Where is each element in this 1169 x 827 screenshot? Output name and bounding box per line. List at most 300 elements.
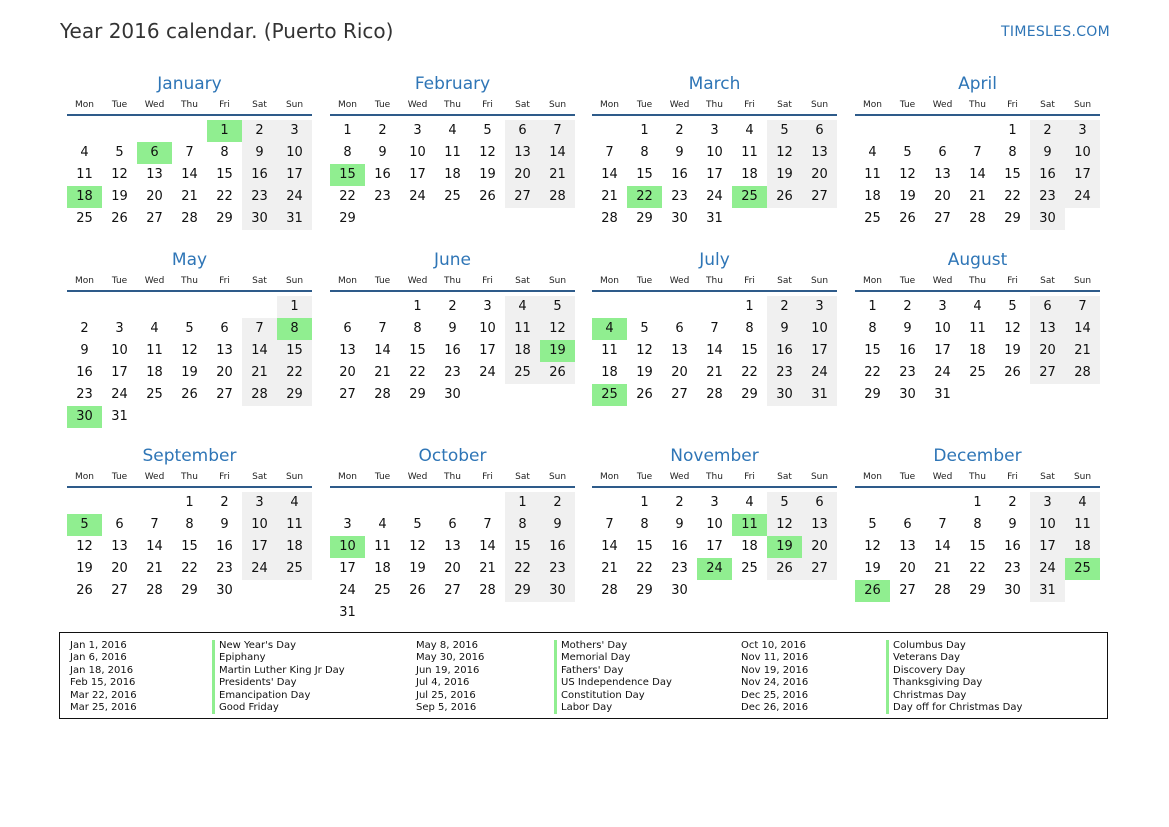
day-cell: 11 xyxy=(1065,514,1100,536)
day-cell: 9 xyxy=(378,145,387,160)
weekday-label: Fri xyxy=(482,100,493,110)
day-cell: 8 xyxy=(413,321,422,336)
weekday-label: Thu xyxy=(181,472,198,482)
day-cell: 26 xyxy=(76,583,93,598)
legend-holiday-name: New Year's Day xyxy=(212,640,345,652)
day-cell: 6 xyxy=(1030,296,1065,318)
weekday-label: Mon xyxy=(75,100,94,110)
weekday-label: Thu xyxy=(444,276,461,286)
day-cell: 1 xyxy=(640,123,649,138)
day-cell: 9 xyxy=(903,321,912,336)
weekday-header xyxy=(855,274,1100,292)
day-cell: 23 xyxy=(242,186,277,208)
legend-dates-col-3 xyxy=(741,640,808,714)
month-october xyxy=(330,444,575,622)
legend-holiday-name: Martin Luther King Jr Day xyxy=(212,665,345,677)
day-cell: 4 xyxy=(868,145,877,160)
day-cell: 5 xyxy=(640,321,649,336)
day-cell: 10 xyxy=(277,142,312,164)
day-cell: 27 xyxy=(802,186,837,208)
day-cell: 22 xyxy=(505,558,540,580)
day-cell: 26 xyxy=(479,189,496,204)
month-title: April xyxy=(958,74,997,94)
day-cell: 29 xyxy=(969,583,986,598)
day-cell: 23 xyxy=(76,387,93,402)
legend-date: Jan 18, 2016 xyxy=(70,664,134,676)
day-cell: 24 xyxy=(339,583,356,598)
day-cell: 31 xyxy=(1030,580,1065,602)
weekday-label: Tue xyxy=(636,100,653,110)
legend-date: Feb 15, 2016 xyxy=(70,677,136,689)
day-cell: 22 xyxy=(181,561,198,576)
weekday-label: Mon xyxy=(863,100,882,110)
brand-link[interactable]: TIMESLES.COM xyxy=(1001,24,1110,40)
day-cell: 5 xyxy=(115,145,124,160)
day-cell: 16 xyxy=(671,167,688,182)
day-cell: 9 xyxy=(1008,517,1017,532)
day-cell: 3 xyxy=(242,492,277,514)
weekday-label: Tue xyxy=(899,276,916,286)
weekday-label: Tue xyxy=(636,472,653,482)
day-grid xyxy=(855,292,1100,426)
day-cell: 30 xyxy=(540,580,575,602)
day-cell: 6 xyxy=(938,145,947,160)
day-cell: 28 xyxy=(601,211,618,226)
holiday-day-cell: 15 xyxy=(330,164,365,186)
day-cell: 4 xyxy=(973,299,982,314)
legend-date: May 8, 2016 xyxy=(416,640,479,651)
day-cell: 21 xyxy=(706,365,723,380)
day-cell: 28 xyxy=(706,387,723,402)
day-cell: 30 xyxy=(1004,583,1021,598)
day-cell: 12 xyxy=(111,167,128,182)
legend-date: May 30, 2016 xyxy=(416,652,485,664)
day-cell: 24 xyxy=(277,186,312,208)
day-cell: 26 xyxy=(767,186,802,208)
day-cell: 10 xyxy=(706,145,723,160)
weekday-label: Wed xyxy=(932,100,953,110)
holiday-day-cell: 25 xyxy=(732,186,767,208)
day-cell: 19 xyxy=(409,561,426,576)
day-cell: 27 xyxy=(505,186,540,208)
holiday-day-cell: 4 xyxy=(592,318,627,340)
day-cell: 28 xyxy=(479,583,496,598)
day-cell: 1 xyxy=(868,299,877,314)
weekday-label: Wed xyxy=(407,472,428,482)
day-cell: 12 xyxy=(767,514,802,536)
day-cell: 18 xyxy=(969,343,986,358)
day-cell: 10 xyxy=(934,321,951,336)
day-cell: 13 xyxy=(216,343,233,358)
weekday-label: Fri xyxy=(744,100,755,110)
month-title: March xyxy=(688,74,741,94)
day-cell: 16 xyxy=(444,343,461,358)
day-cell: 27 xyxy=(1030,362,1065,384)
day-cell: 2 xyxy=(903,299,912,314)
day-cell: 7 xyxy=(242,318,277,340)
day-cell: 7 xyxy=(1065,296,1100,318)
holiday-day-cell: 6 xyxy=(137,142,172,164)
weekday-label: Sun xyxy=(1073,472,1092,482)
month-title: June xyxy=(433,250,472,270)
day-cell: 25 xyxy=(505,362,540,384)
legend-date: Nov 11, 2016 xyxy=(741,652,809,664)
day-cell: 27 xyxy=(146,211,163,226)
day-cell: 4 xyxy=(448,123,457,138)
day-cell: 13 xyxy=(505,142,540,164)
day-cell: 21 xyxy=(146,561,163,576)
day-cell: 5 xyxy=(767,120,802,142)
weekday-label: Fri xyxy=(482,276,493,286)
legend-names-col-3 xyxy=(886,640,1022,714)
month-august xyxy=(855,248,1100,426)
day-cell: 31 xyxy=(706,211,723,226)
legend-holiday-name: Christmas Day xyxy=(886,690,1022,702)
day-cell: 14 xyxy=(374,343,391,358)
day-cell: 20 xyxy=(216,365,233,380)
weekday-label: Wed xyxy=(407,276,428,286)
weekday-label: Fri xyxy=(1007,100,1018,110)
day-cell: 29 xyxy=(636,211,653,226)
day-cell: 11 xyxy=(146,343,163,358)
weekday-header xyxy=(855,470,1100,488)
day-cell: 31 xyxy=(277,208,312,230)
day-cell: 28 xyxy=(540,186,575,208)
day-cell: 24 xyxy=(479,365,496,380)
day-cell: 17 xyxy=(706,539,723,554)
day-cell: 26 xyxy=(111,211,128,226)
day-cell: 5 xyxy=(413,517,422,532)
day-cell: 2 xyxy=(242,120,277,142)
day-cell: 6 xyxy=(220,321,229,336)
day-cell: 10 xyxy=(1065,142,1100,164)
day-grid xyxy=(592,292,837,426)
month-september xyxy=(67,444,312,622)
day-cell: 1 xyxy=(973,495,982,510)
day-cell: 27 xyxy=(899,583,916,598)
day-cell: 18 xyxy=(601,365,618,380)
day-cell: 18 xyxy=(374,561,391,576)
weekday-label: Wed xyxy=(407,100,428,110)
day-cell: 21 xyxy=(601,561,618,576)
weekday-label: Mon xyxy=(338,276,357,286)
day-cell: 11 xyxy=(601,343,618,358)
day-cell: 16 xyxy=(899,343,916,358)
day-cell: 6 xyxy=(505,120,540,142)
month-june xyxy=(330,248,575,426)
legend-holiday-name: Emancipation Day xyxy=(212,690,345,702)
day-grid xyxy=(592,116,837,250)
holiday-day-cell: 10 xyxy=(330,536,365,558)
weekday-label: Fri xyxy=(482,472,493,482)
day-cell: 22 xyxy=(636,561,653,576)
day-cell: 6 xyxy=(802,492,837,514)
day-cell: 15 xyxy=(181,539,198,554)
day-cell: 23 xyxy=(1004,561,1021,576)
weekday-label: Wed xyxy=(669,276,690,286)
day-cell: 27 xyxy=(339,387,356,402)
day-cell: 10 xyxy=(1030,514,1065,536)
day-cell: 22 xyxy=(277,362,312,384)
weekday-header xyxy=(855,98,1100,116)
day-cell: 19 xyxy=(1004,343,1021,358)
day-cell: 9 xyxy=(448,321,457,336)
day-cell: 24 xyxy=(706,189,723,204)
day-cell: 2 xyxy=(80,321,89,336)
holiday-day-cell: 11 xyxy=(732,514,767,536)
day-cell: 27 xyxy=(216,387,233,402)
day-cell: 16 xyxy=(540,536,575,558)
day-cell: 13 xyxy=(146,167,163,182)
day-cell: 12 xyxy=(540,318,575,340)
day-cell: 29 xyxy=(277,384,312,406)
day-cell: 9 xyxy=(675,517,684,532)
weekday-label: Tue xyxy=(111,100,128,110)
weekday-label: Mon xyxy=(600,276,619,286)
day-cell: 10 xyxy=(706,517,723,532)
day-cell: 23 xyxy=(899,365,916,380)
day-cell: 20 xyxy=(111,561,128,576)
month-title: January xyxy=(157,74,222,94)
legend-holiday-name: Discovery Day xyxy=(886,665,1022,677)
legend-date: Nov 19, 2016 xyxy=(741,664,809,676)
day-cell: 14 xyxy=(601,539,618,554)
day-cell: 29 xyxy=(409,387,426,402)
day-cell: 12 xyxy=(76,539,93,554)
day-cell: 6 xyxy=(903,517,912,532)
legend-date: Mar 25, 2016 xyxy=(70,702,137,714)
day-cell: 29 xyxy=(181,583,198,598)
day-cell: 28 xyxy=(181,211,198,226)
day-cell: 25 xyxy=(374,583,391,598)
day-cell: 10 xyxy=(111,343,128,358)
weekday-header xyxy=(67,98,312,116)
day-cell: 29 xyxy=(216,211,233,226)
day-cell: 22 xyxy=(339,189,356,204)
day-cell: 7 xyxy=(150,517,159,532)
holiday-day-cell: 25 xyxy=(592,384,627,406)
day-cell: 25 xyxy=(864,211,881,226)
weekday-label: Thu xyxy=(706,100,723,110)
day-cell: 2 xyxy=(1008,495,1017,510)
day-cell: 17 xyxy=(277,164,312,186)
weekday-header xyxy=(330,274,575,292)
day-cell: 27 xyxy=(444,583,461,598)
weekday-label: Sat xyxy=(777,100,792,110)
day-cell: 3 xyxy=(938,299,947,314)
weekday-label: Tue xyxy=(899,472,916,482)
day-cell: 15 xyxy=(864,343,881,358)
legend-date: Sep 5, 2016 xyxy=(416,702,477,714)
legend-date: Mar 22, 2016 xyxy=(70,689,137,701)
day-cell: 24 xyxy=(1065,186,1100,208)
weekday-label: Thu xyxy=(969,276,986,286)
day-cell: 15 xyxy=(505,536,540,558)
day-cell: 23 xyxy=(540,558,575,580)
day-cell: 10 xyxy=(409,145,426,160)
day-cell: 25 xyxy=(444,189,461,204)
day-cell: 16 xyxy=(242,164,277,186)
weekday-label: Mon xyxy=(863,276,882,286)
holiday-day-cell: 8 xyxy=(277,318,312,340)
day-cell: 8 xyxy=(745,321,754,336)
day-cell: 1 xyxy=(413,299,422,314)
day-cell: 19 xyxy=(767,164,802,186)
legend-holiday-name: Constitution Day xyxy=(554,690,672,702)
day-grid xyxy=(330,116,575,250)
day-cell: 20 xyxy=(339,365,356,380)
day-cell: 1 xyxy=(505,492,540,514)
day-cell: 19 xyxy=(864,561,881,576)
weekday-label: Thu xyxy=(706,472,723,482)
day-cell: 13 xyxy=(671,343,688,358)
month-april xyxy=(855,72,1100,250)
day-cell: 30 xyxy=(767,384,802,406)
day-cell: 27 xyxy=(671,387,688,402)
day-cell: 20 xyxy=(444,561,461,576)
weekday-label: Tue xyxy=(111,472,128,482)
weekday-label: Sun xyxy=(285,472,304,482)
weekday-header xyxy=(67,470,312,488)
day-cell: 18 xyxy=(277,536,312,558)
day-cell: 22 xyxy=(216,189,233,204)
day-cell: 10 xyxy=(802,318,837,340)
day-cell: 29 xyxy=(636,583,653,598)
weekday-label: Tue xyxy=(374,472,391,482)
weekday-label: Fri xyxy=(219,100,230,110)
day-cell: 4 xyxy=(505,296,540,318)
day-cell: 30 xyxy=(242,208,277,230)
day-cell: 30 xyxy=(444,387,461,402)
legend-holiday-name: US Independence Day xyxy=(554,677,672,689)
day-cell: 3 xyxy=(710,123,719,138)
day-cell: 18 xyxy=(1065,536,1100,558)
holiday-day-cell: 19 xyxy=(767,536,802,558)
weekday-label: Tue xyxy=(636,276,653,286)
weekday-label: Mon xyxy=(338,472,357,482)
day-cell: 24 xyxy=(409,189,426,204)
day-cell: 11 xyxy=(741,145,758,160)
day-cell: 14 xyxy=(1065,318,1100,340)
month-title: August xyxy=(947,250,1008,270)
day-cell: 26 xyxy=(1004,365,1021,380)
day-cell: 19 xyxy=(899,189,916,204)
day-cell: 24 xyxy=(1030,558,1065,580)
day-cell: 26 xyxy=(899,211,916,226)
weekday-label: Thu xyxy=(969,472,986,482)
weekday-label: Sun xyxy=(810,100,829,110)
day-cell: 6 xyxy=(343,321,352,336)
day-cell: 4 xyxy=(80,145,89,160)
day-cell: 23 xyxy=(444,365,461,380)
day-cell: 2 xyxy=(675,495,684,510)
day-cell: 29 xyxy=(864,387,881,402)
day-cell: 3 xyxy=(802,296,837,318)
weekday-label: Fri xyxy=(219,472,230,482)
day-cell: 6 xyxy=(115,517,124,532)
day-grid xyxy=(67,488,312,622)
legend-date: Dec 26, 2016 xyxy=(741,702,809,714)
weekday-label: Sun xyxy=(1073,276,1092,286)
day-cell: 17 xyxy=(339,561,356,576)
day-cell: 19 xyxy=(479,167,496,182)
day-cell: 15 xyxy=(216,167,233,182)
month-march xyxy=(592,72,837,250)
day-cell: 28 xyxy=(242,384,277,406)
day-cell: 25 xyxy=(277,558,312,580)
day-cell: 20 xyxy=(802,536,837,558)
legend-holiday-name: Columbus Day xyxy=(886,640,1022,652)
weekday-label: Sun xyxy=(285,100,304,110)
day-cell: 17 xyxy=(1065,164,1100,186)
day-cell: 21 xyxy=(540,164,575,186)
day-cell: 1 xyxy=(1008,123,1017,138)
day-cell: 23 xyxy=(767,362,802,384)
day-cell: 14 xyxy=(540,142,575,164)
day-cell: 31 xyxy=(339,605,356,620)
day-cell: 28 xyxy=(934,583,951,598)
day-grid xyxy=(67,116,312,250)
day-cell: 13 xyxy=(444,539,461,554)
legend-dates-col-2 xyxy=(416,640,484,714)
day-cell: 15 xyxy=(277,340,312,362)
day-cell: 8 xyxy=(640,517,649,532)
day-cell: 7 xyxy=(378,321,387,336)
month-title: December xyxy=(933,446,1022,466)
weekday-label: Sat xyxy=(1040,472,1055,482)
day-cell: 17 xyxy=(802,340,837,362)
day-cell: 13 xyxy=(899,539,916,554)
day-cell: 25 xyxy=(969,365,986,380)
weekday-label: Wed xyxy=(144,276,165,286)
day-cell: 15 xyxy=(636,167,653,182)
day-cell: 12 xyxy=(1004,321,1021,336)
day-cell: 10 xyxy=(242,514,277,536)
weekday-label: Mon xyxy=(338,100,357,110)
legend-date: Jul 25, 2016 xyxy=(416,689,476,701)
day-cell: 21 xyxy=(969,189,986,204)
day-cell: 31 xyxy=(802,384,837,406)
day-cell: 16 xyxy=(1030,164,1065,186)
day-cell: 21 xyxy=(479,561,496,576)
holiday-day-cell: 19 xyxy=(540,340,575,362)
day-cell: 9 xyxy=(220,517,229,532)
weekday-label: Sun xyxy=(810,276,829,286)
day-cell: 18 xyxy=(864,189,881,204)
day-cell: 29 xyxy=(1004,211,1021,226)
weekday-label: Wed xyxy=(144,472,165,482)
day-cell: 21 xyxy=(601,189,618,204)
day-cell: 5 xyxy=(1008,299,1017,314)
day-cell: 9 xyxy=(242,142,277,164)
day-cell: 15 xyxy=(969,539,986,554)
weekday-label: Thu xyxy=(181,100,198,110)
day-cell: 30 xyxy=(216,583,233,598)
weekday-label: Mon xyxy=(600,472,619,482)
holiday-day-cell: 30 xyxy=(67,406,102,428)
weekday-label: Sat xyxy=(252,472,267,482)
day-cell: 7 xyxy=(605,517,614,532)
day-cell: 14 xyxy=(146,539,163,554)
page-title: Year 2016 calendar. (Puerto Rico) xyxy=(60,19,394,43)
weekday-label: Wed xyxy=(144,100,165,110)
weekday-label: Wed xyxy=(932,276,953,286)
day-cell: 26 xyxy=(181,387,198,402)
day-cell: 3 xyxy=(1030,492,1065,514)
day-cell: 28 xyxy=(969,211,986,226)
day-cell: 23 xyxy=(671,561,688,576)
legend-date: Oct 10, 2016 xyxy=(741,640,806,651)
